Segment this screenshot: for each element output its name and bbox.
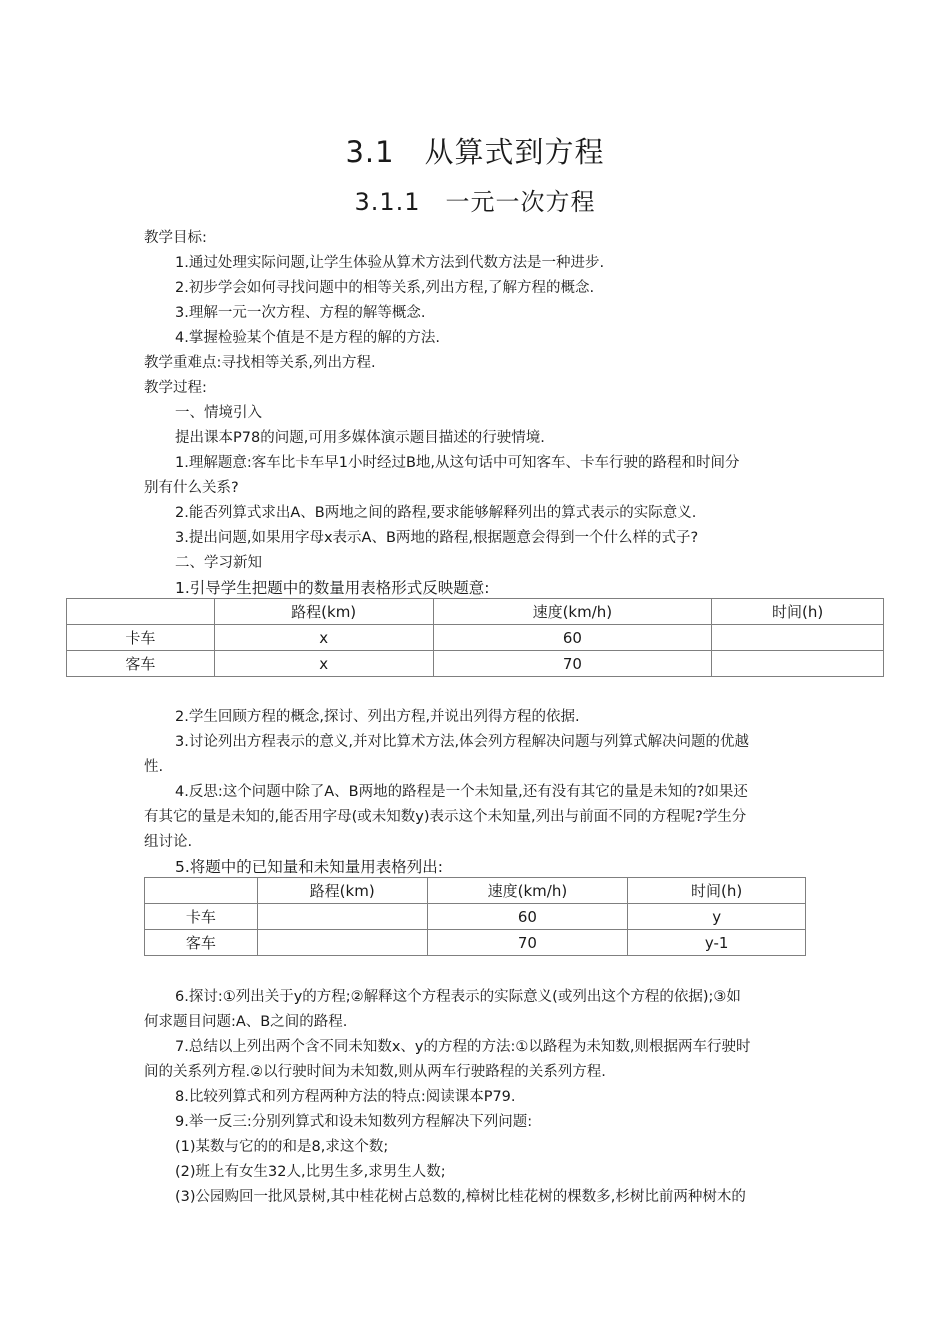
paragraph-line: 7.总结以上列出两个含不同未知数x、y的方程的方法:①以路程为未知数,则根据两车行驶时 (175, 1039, 751, 1055)
table-header-time: 时间(h) (628, 878, 806, 904)
paragraph-line: 有其它的量是未知的,能否用字母(或未知数y)表示这个未知量,列出与前面不同的方程呢?学生分 (144, 809, 747, 825)
table-1 (66, 598, 884, 677)
problem-1: (1)某数与它的的和是8,求这个数; (175, 1139, 389, 1155)
table-header-distance: 路程(km) (257, 878, 427, 904)
table-header-distance: 路程(km) (214, 599, 433, 625)
key-points: 教学重难点:寻找相等关系,列出方程. (144, 355, 376, 371)
paragraph-line: 4.反思:这个问题中除了A、B两地的路程是一个未知量,还有没有其它的量是未知的?如果还 (175, 784, 748, 800)
table-row (145, 904, 806, 930)
table-cell: x (214, 651, 433, 677)
table-cell: 70 (427, 930, 628, 956)
table-cell: 卡车 (67, 625, 215, 651)
paragraph-line: 2.学生回顾方程的概念,探讨、列出方程,并说出列得方程的依据. (175, 709, 580, 725)
section-one-heading: 一、情境引入 (175, 405, 262, 421)
page-title: 3.1 从算式到方程 (345, 135, 605, 169)
table-cell: 卡车 (145, 904, 258, 930)
objectives-heading: 教学目标: (144, 230, 207, 246)
paragraph-line: 1.理解题意:客车比卡车早1小时经过B地,从这句话中可知客车、卡车行驶的路程和时间分 (175, 455, 740, 471)
table-cell (67, 599, 215, 625)
table-row (67, 599, 884, 625)
paragraph-line: 1.引导学生把题中的数量用表格形式反映题意: (175, 579, 490, 597)
table-cell: y-1 (628, 930, 806, 956)
table-cell: x (214, 625, 433, 651)
table-cell: 客车 (145, 930, 258, 956)
table-row (67, 625, 884, 651)
paragraph-line: 性. (144, 759, 164, 775)
paragraph-line: 3.讨论列出方程表示的意义,并对比算术方法,体会列方程解决问题与列算式解决问题的优越 (175, 734, 750, 750)
section-two-heading: 二、学习新知 (175, 555, 262, 571)
objective-1: 1.通过处理实际问题,让学生体验从算术方法到代数方法是一种进步. (175, 255, 605, 271)
table-cell: y (628, 904, 806, 930)
objective-2: 2.初步学会如何寻找问题中的相等关系,列出方程,了解方程的概念. (175, 280, 595, 296)
table-cell (712, 625, 884, 651)
paragraph-line: 提出课本P78的问题,可用多媒体演示题目描述的行驶情境. (175, 430, 545, 446)
paragraph-line: 何求题目问题:A、B之间的路程. (144, 1014, 348, 1030)
objective-3: 3.理解一元一次方程、方程的解等概念. (175, 305, 426, 321)
table-header-speed: 速度(km/h) (433, 599, 712, 625)
paragraph-line: 组讨论. (144, 834, 193, 850)
paragraph-line: 别有什么关系? (144, 480, 239, 496)
table-cell: 60 (427, 904, 628, 930)
table-cell (257, 904, 427, 930)
table-cell (712, 651, 884, 677)
paragraph-line: 9.举一反三:分别列算式和设未知数列方程解决下列问题: (175, 1114, 533, 1130)
table-header-time: 时间(h) (712, 599, 884, 625)
section-title: 3.1.1 一元一次方程 (354, 188, 596, 216)
table-header-speed: 速度(km/h) (427, 878, 628, 904)
table-cell: 客车 (67, 651, 215, 677)
table-cell: 60 (433, 625, 712, 651)
table-row (67, 651, 884, 677)
paragraph-line: 2.能否列算式求出A、B两地之间的路程,要求能够解释列出的算式表示的实际意义. (175, 505, 697, 521)
table-cell: 70 (433, 651, 712, 677)
paragraph-line: 8.比较列算式和列方程两种方法的特点:阅读课本P79. (175, 1089, 516, 1105)
table-row (145, 878, 806, 904)
process-heading: 教学过程: (144, 380, 207, 396)
paragraph-line: 5.将题中的已知量和未知量用表格列出: (175, 858, 444, 876)
paragraph-line: 间的关系列方程.②以行驶时间为未知数,则从两车行驶路程的关系列方程. (144, 1064, 606, 1080)
paragraph-line: 3.提出问题,如果用字母x表示A、B两地的路程,根据题意会得到一个什么样的式子? (175, 530, 699, 546)
problem-2: (2)班上有女生32人,比男生多,求男生人数; (175, 1164, 446, 1180)
table-cell (257, 930, 427, 956)
paragraph-line: 6.探讨:①列出关于y的方程;②解释这个方程表示的实际意义(或列出这个方程的依据);③如 (175, 989, 741, 1005)
problem-3: (3)公园购回一批风景树,其中桂花树占总数的,樟树比桂花树的棵数多,杉树比前两种树木的 (175, 1189, 746, 1205)
table-cell (145, 878, 258, 904)
table-2 (144, 877, 806, 956)
objective-4: 4.掌握检验某个值是不是方程的解的方法. (175, 330, 440, 346)
table-row (145, 930, 806, 956)
